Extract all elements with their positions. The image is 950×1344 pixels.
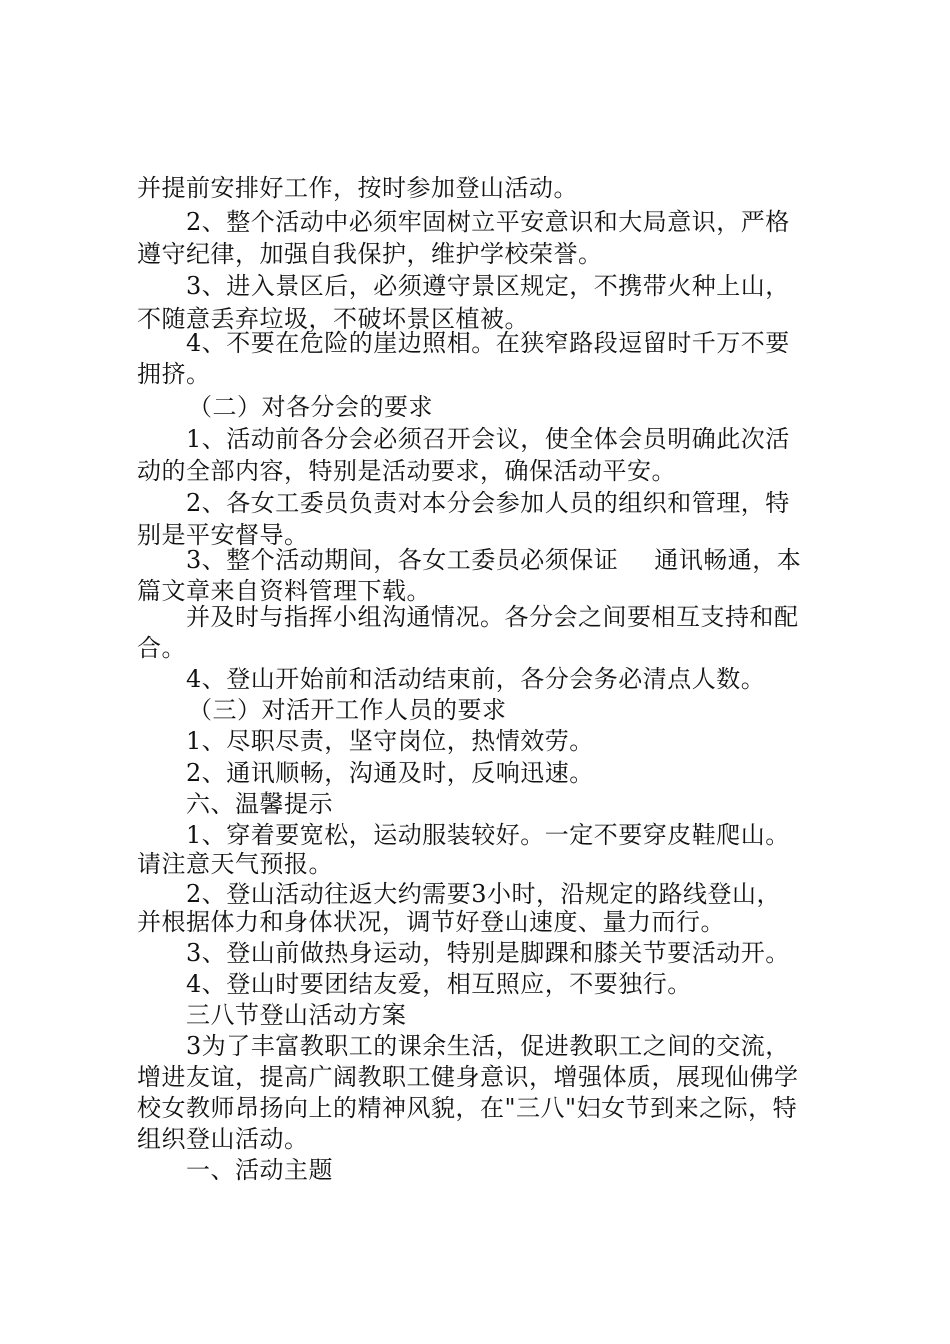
- text-line: 2、整个活动中必须牢固树立平安意识和大局意识，严格: [186, 208, 790, 236]
- text-line: 4、不要在危险的崖边照相。在狭窄路段逗留时千万不要: [186, 329, 790, 357]
- text-line: 并根据体力和身体状况，调节好登山速度、量力而行。: [137, 908, 725, 936]
- text-line: 2、通讯顺畅，沟通及时，反响迅速。: [186, 759, 594, 787]
- text-segment: 3、整个活动期间，各女工委员必须保证: [186, 546, 619, 574]
- text-line: 并及时与指挥小组沟通情况。各分会之间要相互支持和配: [186, 603, 799, 631]
- text-line: 请注意天气预报。: [137, 850, 333, 878]
- text-line: 3为了丰富教职工的课余生活，促进教职工之间的交流，: [186, 1032, 790, 1060]
- text-line: 动的全部内容，特别是活动要求，确保活动平安。: [137, 457, 676, 485]
- text-line: 1、尽职尽责，坚守岗位，热情效劳。: [186, 727, 594, 755]
- text-line: 并提前安排好工作，按时参加登山活动。: [137, 174, 578, 202]
- section-heading: （二）对各分会的要求: [188, 393, 433, 421]
- text-line: 不随意丢弃垃圾，不破坏景区植被。: [137, 305, 529, 333]
- text-line: 篇文章来自资料管理下载。: [137, 577, 431, 605]
- text-line: 合。: [137, 634, 186, 662]
- text-segment: 通讯畅通，本: [654, 546, 802, 574]
- text-line: 增进友谊，提高广阔教职工健身意识，增强体质，展现仙佛学: [137, 1063, 799, 1091]
- text-line: [186, 544, 886, 576]
- text-line: 4、登山时要团结友爱，相互照应，不要独行。: [186, 970, 692, 998]
- text-line: 3、进入景区后，必须遵守景区规定，不携带火种上山，: [186, 272, 790, 300]
- text-line: 别是平安督导。: [137, 521, 309, 549]
- text-line: 3、登山前做热身运动，特别是脚踝和膝关节要活动开。: [186, 939, 790, 967]
- text-line: 遵守纪律，加强自我保护，维护学校荣誉。: [137, 240, 603, 268]
- text-line: 4、登山开始前和活动结束前，各分会务必清点人数。: [186, 665, 766, 693]
- text-line: 2、各女工委员负责对本分会参加人员的组织和管理，特: [186, 489, 790, 517]
- text-line: 校女教师昂扬向上的精神风貌，在"三八"妇女节到来之际，特: [137, 1094, 798, 1122]
- document-title: 三八节登山活动方案: [186, 1001, 407, 1029]
- text-line: 1、活动前各分会必须召开会议，使全体会员明确此次活: [186, 425, 790, 453]
- text-line: 拥挤。: [137, 360, 211, 388]
- text-line: 组织登山活动。: [137, 1125, 309, 1153]
- section-heading: 一、活动主题: [186, 1156, 333, 1184]
- text-line: 2、登山活动往返大约需要3小时，沿规定的路线登山，: [186, 880, 782, 908]
- text-line: 1、穿着要宽松，运动服装较好。一定不要穿皮鞋爬山。: [186, 821, 790, 849]
- section-heading: 六、温馨提示: [186, 790, 333, 818]
- section-heading: （三）对活开工作人员的要求: [188, 696, 507, 724]
